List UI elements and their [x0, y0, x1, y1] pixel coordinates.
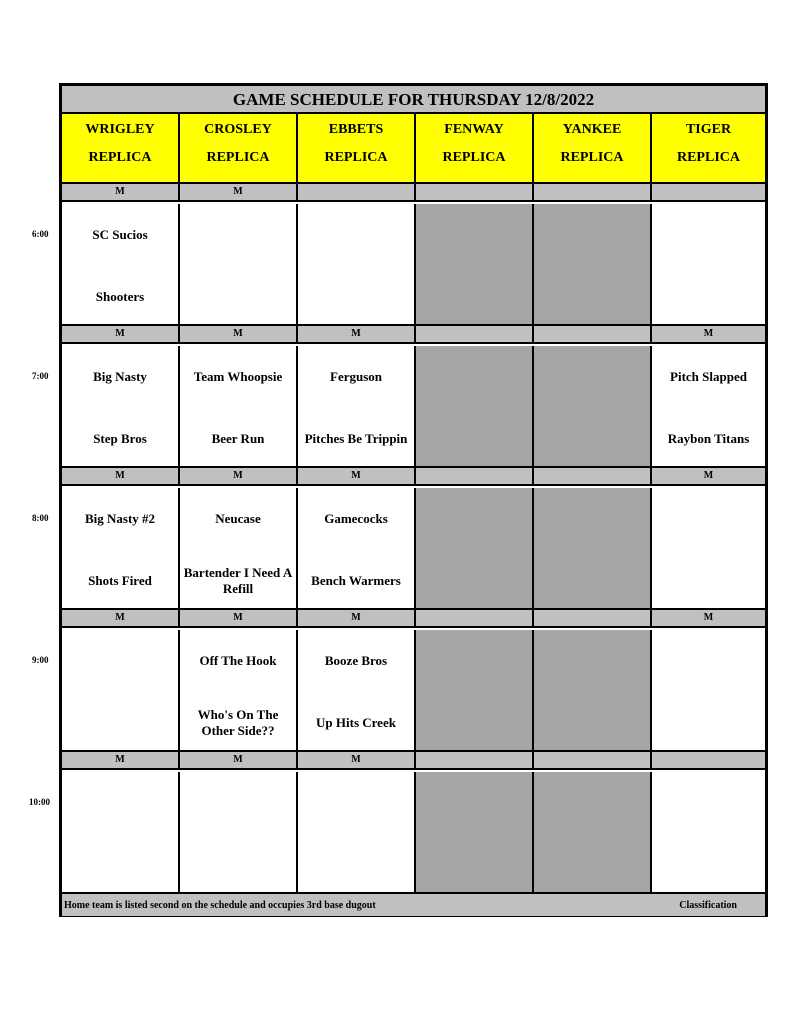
time-label: 7:00	[32, 371, 49, 381]
field-name: WRIGLEY	[85, 122, 155, 137]
division-cell: M	[298, 326, 416, 342]
field-header	[534, 114, 652, 184]
division-cell: M	[298, 610, 416, 626]
division-cell	[652, 752, 765, 768]
home-team	[64, 706, 176, 740]
home-team	[654, 848, 763, 882]
game-cell	[652, 204, 765, 326]
division-cell: M	[180, 184, 298, 200]
game-cell	[652, 488, 765, 610]
game-cell	[298, 772, 416, 894]
field-name: FENWAY	[444, 122, 504, 137]
visiting-team	[536, 644, 648, 678]
game-cell	[298, 630, 416, 752]
schedule-table	[59, 83, 768, 917]
home-team: Shots Fired	[88, 573, 152, 588]
game-cell	[180, 488, 298, 610]
home-team	[418, 564, 530, 598]
division-cell	[534, 184, 652, 200]
field-header-row	[62, 114, 765, 184]
home-team: Who's On The Other Side??	[197, 707, 279, 738]
division-cell: M	[703, 328, 714, 339]
division-cell: M	[180, 468, 298, 484]
home-team	[536, 848, 648, 882]
visiting-team: Booze Bros	[324, 653, 388, 668]
visiting-team	[64, 786, 176, 820]
division-row	[62, 182, 765, 202]
home-team: Raybon Titans	[667, 431, 750, 446]
home-team: Shooters	[95, 289, 145, 304]
visiting-team	[536, 218, 648, 252]
field-header	[62, 114, 180, 184]
game-cell	[416, 772, 534, 894]
home-team	[536, 564, 648, 598]
visiting-team: Big Nasty #2	[84, 511, 156, 526]
game-cell	[534, 630, 652, 752]
division-cell: M	[298, 752, 416, 768]
division-row	[62, 466, 765, 486]
game-cell	[62, 204, 180, 326]
visiting-team	[418, 218, 530, 252]
field-name: EBBETS	[328, 122, 384, 137]
game-row	[62, 346, 765, 468]
division-cell	[416, 468, 534, 484]
field-subtitle: REPLICA	[206, 150, 270, 165]
visiting-team	[536, 502, 648, 536]
field-name: YANKEE	[562, 122, 622, 137]
visiting-team	[300, 218, 412, 252]
division-cell: M	[298, 468, 416, 484]
division-cell	[416, 184, 534, 200]
home-team: Step Bros	[93, 431, 147, 446]
game-cell	[62, 346, 180, 468]
time-label: 6:00	[32, 229, 49, 239]
time-label: 9:00	[32, 655, 49, 665]
home-team: Bartender I Need A Refill	[183, 565, 293, 596]
division-cell	[534, 610, 652, 626]
visiting-team	[64, 644, 176, 678]
visiting-team	[418, 360, 530, 394]
visiting-team	[418, 644, 530, 678]
home-team	[654, 564, 763, 598]
division-cell: M	[62, 468, 180, 484]
visiting-team: Gamecocks	[324, 511, 388, 526]
game-cell	[652, 772, 765, 894]
visiting-team: SC Sucios	[92, 227, 148, 242]
field-subtitle: REPLICA	[324, 150, 388, 165]
visiting-team: Pitch Slapped	[670, 369, 747, 384]
visiting-team: Team Whoopsie	[193, 369, 283, 384]
home-team	[418, 706, 530, 740]
division-cell: M	[703, 612, 714, 623]
game-row	[62, 204, 765, 326]
visiting-team	[182, 218, 294, 252]
visiting-team	[654, 218, 763, 252]
division-cell: M	[62, 184, 180, 200]
home-team	[182, 848, 294, 882]
division-cell: M	[62, 610, 180, 626]
home-team-note: Home team is listed second on the schedule and occupies 3rd base dugout	[64, 900, 376, 911]
division-cell	[652, 184, 765, 200]
division-cell	[416, 610, 534, 626]
visiting-team: Off The Hook	[199, 653, 277, 668]
game-cell	[180, 772, 298, 894]
game-cell	[652, 346, 765, 468]
division-cell: M	[180, 752, 298, 768]
field-subtitle: REPLICA	[676, 150, 740, 165]
visiting-team	[182, 786, 294, 820]
visiting-team	[536, 786, 648, 820]
division-cell	[416, 752, 534, 768]
field-subtitle: REPLICA	[442, 150, 506, 165]
division-cell	[534, 752, 652, 768]
division-row	[62, 750, 765, 770]
home-team: Up Hits Creek	[316, 715, 396, 730]
division-cell: M	[62, 752, 180, 768]
game-cell	[416, 204, 534, 326]
time-label: 10:00	[29, 797, 50, 807]
visiting-team	[418, 786, 530, 820]
game-cell	[62, 488, 180, 610]
game-cell	[180, 630, 298, 752]
visiting-team	[418, 502, 530, 536]
home-team	[182, 280, 294, 314]
game-cell	[416, 346, 534, 468]
visiting-team: Ferguson	[330, 369, 382, 384]
division-cell	[416, 326, 534, 342]
home-team: Bench Warmers	[311, 573, 401, 588]
game-cell	[180, 346, 298, 468]
division-row	[62, 608, 765, 628]
division-cell: M	[180, 610, 298, 626]
home-team	[654, 280, 763, 314]
game-cell	[298, 346, 416, 468]
game-cell	[62, 772, 180, 894]
game-cell	[180, 204, 298, 326]
home-team	[536, 280, 648, 314]
field-header	[652, 114, 765, 184]
home-team	[536, 422, 648, 456]
home-team	[536, 706, 648, 740]
visiting-team: Neucase	[215, 511, 261, 526]
field-subtitle: REPLICA	[560, 150, 624, 165]
home-team	[418, 422, 530, 456]
game-cell	[298, 204, 416, 326]
game-cell	[534, 488, 652, 610]
game-cell	[416, 630, 534, 752]
time-label: 8:00	[32, 513, 49, 523]
game-cell	[62, 630, 180, 752]
footer-bar	[62, 892, 765, 916]
division-cell	[534, 468, 652, 484]
division-cell	[534, 326, 652, 342]
classification-label: Classification	[679, 900, 737, 911]
home-team	[300, 848, 412, 882]
visiting-team	[536, 360, 648, 394]
home-team: Beer Run	[211, 431, 265, 446]
field-header	[416, 114, 534, 184]
field-subtitle: REPLICA	[88, 150, 152, 165]
home-team	[418, 280, 530, 314]
home-team	[654, 706, 763, 740]
visiting-team	[654, 644, 763, 678]
visiting-team	[654, 502, 763, 536]
division-cell: M	[180, 326, 298, 342]
game-cell	[534, 772, 652, 894]
home-team	[64, 848, 176, 882]
game-cell	[652, 630, 765, 752]
home-team	[300, 280, 412, 314]
field-name: TIGER	[685, 122, 732, 137]
home-team: Pitches Be Trippin	[304, 431, 408, 446]
game-cell	[534, 204, 652, 326]
division-row	[62, 324, 765, 344]
visiting-team	[300, 786, 412, 820]
game-cell	[298, 488, 416, 610]
field-header	[298, 114, 416, 184]
game-row	[62, 630, 765, 752]
game-row	[62, 772, 765, 894]
visiting-team: Big Nasty	[93, 369, 147, 384]
field-header	[180, 114, 298, 184]
field-name: CROSLEY	[204, 122, 272, 137]
schedule-title: GAME SCHEDULE FOR THURSDAY 12/8/2022	[62, 86, 765, 114]
division-cell: M	[62, 326, 180, 342]
division-cell: M	[703, 470, 714, 481]
division-cell	[298, 184, 416, 200]
visiting-team	[654, 786, 763, 820]
game-cell	[534, 346, 652, 468]
home-team	[418, 848, 530, 882]
game-cell	[416, 488, 534, 610]
game-row	[62, 488, 765, 610]
